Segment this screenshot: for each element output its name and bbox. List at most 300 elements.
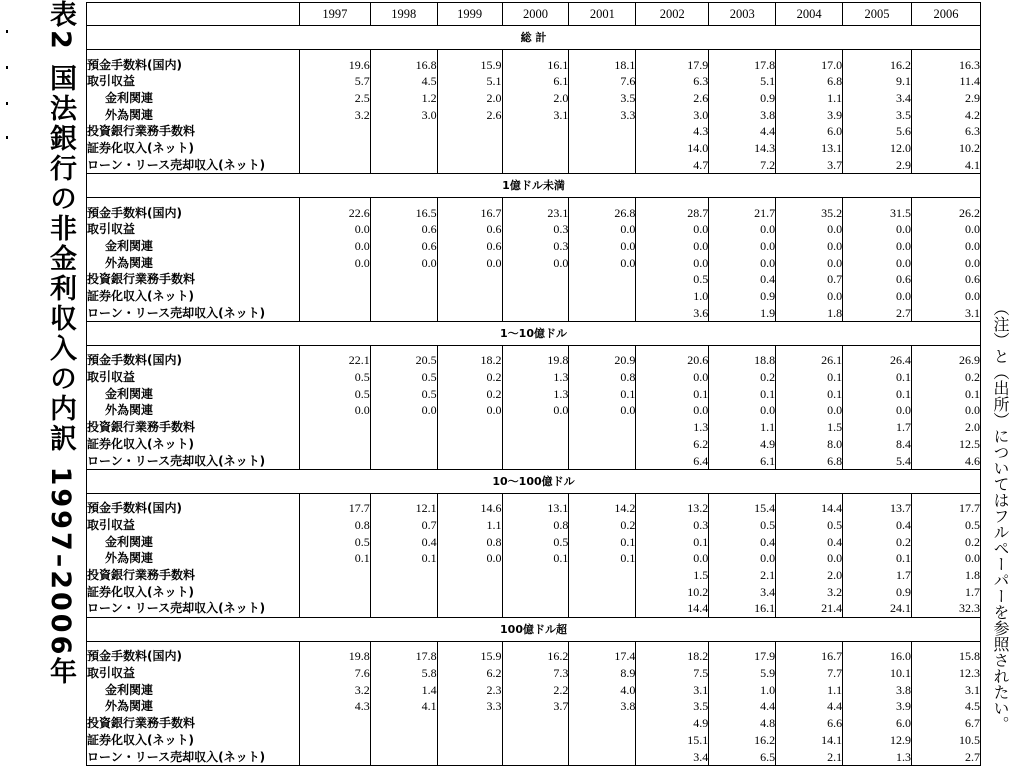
value-cell: 0.7	[776, 271, 843, 288]
spacer-row	[87, 49, 981, 56]
value-cell: 10.2	[911, 140, 980, 157]
value-cell: 0.2	[437, 385, 502, 402]
spacer-cell	[843, 197, 912, 204]
value-cell: 0.4	[709, 271, 776, 288]
value-cell	[370, 419, 437, 436]
row-label: 証券化収入(ネット)	[87, 583, 300, 600]
value-cell: 2.9	[911, 90, 980, 107]
value-cell: 4.4	[709, 123, 776, 140]
value-cell: 0.5	[370, 385, 437, 402]
value-cell: 0.4	[370, 533, 437, 550]
value-cell: 0.0	[636, 254, 709, 271]
value-cell: 2.1	[709, 567, 776, 584]
table-row	[87, 204, 981, 221]
value-cell: 0.0	[911, 238, 980, 255]
value-cell	[569, 123, 636, 140]
value-cell: 3.0	[370, 106, 437, 123]
value-cell: 0.1	[709, 385, 776, 402]
spacer-cell	[87, 493, 300, 500]
value-cell: 5.9	[709, 665, 776, 682]
row-label: 外為関連	[87, 254, 300, 271]
value-cell	[299, 715, 370, 732]
table-row	[87, 90, 981, 107]
value-cell: 16.2	[843, 56, 912, 73]
value-cell	[437, 156, 502, 173]
value-cell: 11.4	[911, 73, 980, 90]
table-row	[87, 567, 981, 584]
value-cell	[437, 288, 502, 305]
value-cell: 0.2	[709, 369, 776, 386]
value-cell	[370, 600, 437, 617]
value-cell: 6.2	[636, 436, 709, 453]
value-cell: 0.0	[569, 254, 636, 271]
value-cell	[437, 271, 502, 288]
value-cell: 0.0	[911, 550, 980, 567]
spacer-cell	[709, 197, 776, 204]
table-row	[87, 385, 981, 402]
spacer-cell	[299, 493, 370, 500]
value-cell: 26.4	[843, 352, 912, 369]
value-cell: 0.0	[636, 238, 709, 255]
table-row	[87, 681, 981, 698]
table-row	[87, 583, 981, 600]
row-label: 預金手数料(国内)	[87, 500, 300, 517]
value-cell: 0.0	[709, 238, 776, 255]
value-cell	[370, 123, 437, 140]
value-cell: 3.1	[911, 681, 980, 698]
value-cell: 0.2	[911, 533, 980, 550]
value-cell	[299, 123, 370, 140]
value-cell: 3.1	[911, 304, 980, 321]
spacer-cell	[569, 49, 636, 56]
value-cell	[299, 288, 370, 305]
value-cell	[502, 123, 569, 140]
value-cell: 12.0	[843, 140, 912, 157]
value-cell: 17.8	[709, 56, 776, 73]
value-cell: 3.5	[843, 106, 912, 123]
value-cell: 3.2	[299, 106, 370, 123]
year-header: 1999	[437, 3, 502, 26]
value-cell: 0.0	[843, 254, 912, 271]
value-cell: 10.5	[911, 731, 980, 748]
value-cell	[299, 452, 370, 469]
value-cell	[370, 583, 437, 600]
value-cell: 0.0	[843, 288, 912, 305]
value-cell: 13.2	[636, 500, 709, 517]
table-row	[87, 288, 981, 305]
value-cell	[370, 748, 437, 765]
row-label: 金利関連	[87, 533, 300, 550]
value-cell	[502, 567, 569, 584]
value-cell: 0.6	[370, 221, 437, 238]
row-label: 投資銀行業務手数料	[87, 567, 300, 584]
value-cell: 18.2	[437, 352, 502, 369]
value-cell: 1.2	[370, 90, 437, 107]
table-row	[87, 352, 981, 369]
value-cell: 1.1	[776, 90, 843, 107]
value-cell: 10.2	[636, 583, 709, 600]
value-cell: 0.1	[843, 369, 912, 386]
value-cell: 6.1	[502, 73, 569, 90]
value-cell: 0.0	[776, 221, 843, 238]
value-cell	[370, 140, 437, 157]
value-cell: 20.6	[636, 352, 709, 369]
spacer-cell	[502, 49, 569, 56]
value-cell: 6.8	[776, 73, 843, 90]
value-cell: 5.6	[843, 123, 912, 140]
table-row	[87, 600, 981, 617]
spacer-cell	[569, 197, 636, 204]
row-label: ローン・リース売却収入(ネット)	[87, 156, 300, 173]
value-cell: 0.5	[299, 533, 370, 550]
value-cell: 4.1	[370, 698, 437, 715]
value-cell: 0.1	[843, 385, 912, 402]
value-cell: 3.2	[299, 681, 370, 698]
row-label: ローン・リース売却収入(ネット)	[87, 748, 300, 765]
year-header: 2002	[636, 3, 709, 26]
value-cell: 17.0	[776, 56, 843, 73]
spacer-cell	[502, 493, 569, 500]
value-cell	[299, 140, 370, 157]
value-cell: 4.9	[709, 436, 776, 453]
value-cell: 0.0	[911, 288, 980, 305]
value-cell: 4.3	[636, 123, 709, 140]
year-header: 2000	[502, 3, 569, 26]
value-cell: 7.2	[709, 156, 776, 173]
value-cell: 26.1	[776, 352, 843, 369]
value-cell: 0.1	[776, 369, 843, 386]
value-cell: 6.4	[636, 452, 709, 469]
value-cell	[502, 715, 569, 732]
value-cell: 17.9	[636, 56, 709, 73]
value-cell: 0.9	[709, 288, 776, 305]
section-header-row	[87, 26, 981, 50]
spacer-row	[87, 641, 981, 648]
row-label: 投資銀行業務手数料	[87, 715, 300, 732]
value-cell: 1.3	[636, 419, 709, 436]
value-cell: 3.6	[636, 304, 709, 321]
value-cell	[437, 748, 502, 765]
value-cell: 0.2	[569, 517, 636, 534]
value-cell: 0.5	[502, 533, 569, 550]
value-cell: 0.1	[299, 550, 370, 567]
row-label: 取引収益	[87, 369, 300, 386]
value-cell: 0.1	[569, 385, 636, 402]
row-label: 証券化収入(ネット)	[87, 288, 300, 305]
table-row	[87, 254, 981, 271]
value-cell: 16.2	[709, 731, 776, 748]
value-cell: 2.6	[437, 106, 502, 123]
value-cell	[437, 600, 502, 617]
value-cell: 3.4	[709, 583, 776, 600]
value-cell: 1.4	[370, 681, 437, 698]
value-cell: 0.0	[911, 254, 980, 271]
table-title-text: 表2 国法銀行の非金利収入の内訳 1997–2006年	[45, 0, 76, 688]
value-cell	[370, 452, 437, 469]
spacer-cell	[843, 641, 912, 648]
value-cell: 18.2	[636, 648, 709, 665]
spacer-row	[87, 197, 981, 204]
value-cell: 4.3	[299, 698, 370, 715]
value-cell	[502, 583, 569, 600]
spacer-cell	[87, 345, 300, 352]
value-cell	[437, 452, 502, 469]
value-cell: 0.1	[776, 385, 843, 402]
spacer-cell	[569, 345, 636, 352]
table-row	[87, 517, 981, 534]
value-cell: 2.5	[299, 90, 370, 107]
value-cell	[370, 304, 437, 321]
value-cell: 1.0	[709, 681, 776, 698]
value-cell	[569, 583, 636, 600]
value-cell: 0.0	[502, 254, 569, 271]
spacer-cell	[709, 345, 776, 352]
value-cell: 0.0	[636, 550, 709, 567]
value-cell: 1.8	[776, 304, 843, 321]
table-row	[87, 500, 981, 517]
value-cell: 5.1	[709, 73, 776, 90]
value-cell	[569, 748, 636, 765]
section-header-row	[87, 321, 981, 345]
value-cell: 6.3	[911, 123, 980, 140]
spacer-cell	[437, 197, 502, 204]
value-cell: 4.0	[569, 681, 636, 698]
value-cell: 26.8	[569, 204, 636, 221]
value-cell: 0.0	[776, 238, 843, 255]
value-cell: 3.4	[636, 748, 709, 765]
margin-marks	[2, 30, 16, 140]
value-cell: 1.8	[911, 567, 980, 584]
section-title: 10〜100億ドル	[87, 469, 981, 493]
spacer-cell	[709, 49, 776, 56]
spacer-cell	[709, 641, 776, 648]
row-label: 預金手数料(国内)	[87, 648, 300, 665]
value-cell: 16.5	[370, 204, 437, 221]
spacer-cell	[370, 641, 437, 648]
value-cell: 26.9	[911, 352, 980, 369]
spacer-cell	[437, 49, 502, 56]
value-cell: 0.0	[299, 254, 370, 271]
value-cell	[370, 715, 437, 732]
value-cell: 0.5	[911, 517, 980, 534]
value-cell: 6.3	[636, 73, 709, 90]
value-cell: 3.7	[776, 156, 843, 173]
value-cell: 12.5	[911, 436, 980, 453]
value-cell: 7.3	[502, 665, 569, 682]
value-cell: 17.7	[299, 500, 370, 517]
value-cell: 3.3	[569, 106, 636, 123]
value-cell: 17.4	[569, 648, 636, 665]
value-cell: 0.5	[709, 517, 776, 534]
value-cell: 0.0	[569, 238, 636, 255]
value-cell: 1.1	[776, 681, 843, 698]
value-cell: 3.9	[776, 106, 843, 123]
year-header: 1997	[299, 3, 370, 26]
value-cell: 2.7	[843, 304, 912, 321]
value-cell	[437, 419, 502, 436]
table-row	[87, 715, 981, 732]
value-cell: 0.6	[437, 221, 502, 238]
value-cell	[502, 600, 569, 617]
section-title: 総 計	[87, 26, 981, 50]
value-cell: 1.7	[843, 419, 912, 436]
value-cell	[569, 567, 636, 584]
spacer-cell	[437, 641, 502, 648]
spacer-cell	[709, 493, 776, 500]
value-cell: 2.9	[843, 156, 912, 173]
value-cell	[299, 156, 370, 173]
value-cell: 0.1	[502, 550, 569, 567]
value-cell	[569, 156, 636, 173]
table-row	[87, 436, 981, 453]
value-cell: 0.0	[843, 402, 912, 419]
spacer-cell	[911, 641, 980, 648]
spacer-cell	[437, 493, 502, 500]
value-cell: 13.1	[776, 140, 843, 157]
value-cell: 1.0	[636, 288, 709, 305]
value-cell: 0.0	[911, 221, 980, 238]
value-cell: 6.8	[776, 452, 843, 469]
value-cell: 1.5	[636, 567, 709, 584]
value-cell	[437, 731, 502, 748]
value-cell	[569, 731, 636, 748]
value-cell: 1.1	[709, 419, 776, 436]
value-cell: 0.0	[843, 221, 912, 238]
spacer-cell	[299, 49, 370, 56]
value-cell: 0.6	[437, 238, 502, 255]
table-row	[87, 56, 981, 73]
spacer-cell	[370, 197, 437, 204]
row-label: 証券化収入(ネット)	[87, 731, 300, 748]
value-cell	[299, 567, 370, 584]
row-label: 預金手数料(国内)	[87, 56, 300, 73]
value-cell: 23.1	[502, 204, 569, 221]
row-label: 預金手数料(国内)	[87, 352, 300, 369]
section-title: 1〜10億ドル	[87, 321, 981, 345]
value-cell: 0.0	[299, 402, 370, 419]
value-cell: 12.1	[370, 500, 437, 517]
value-cell: 2.0	[911, 419, 980, 436]
value-cell	[299, 583, 370, 600]
value-cell: 4.5	[370, 73, 437, 90]
value-cell: 15.1	[636, 731, 709, 748]
table-row	[87, 221, 981, 238]
value-cell: 0.8	[437, 533, 502, 550]
value-cell: 2.1	[776, 748, 843, 765]
table-row	[87, 140, 981, 157]
value-cell: 4.7	[636, 156, 709, 173]
header-blank	[87, 3, 300, 26]
value-cell: 14.2	[569, 500, 636, 517]
value-cell	[370, 567, 437, 584]
row-label: 金利関連	[87, 385, 300, 402]
row-label: ローン・リース売却収入(ネット)	[87, 304, 300, 321]
value-cell: 12.3	[911, 665, 980, 682]
value-cell: 0.8	[502, 517, 569, 534]
value-cell: 0.0	[437, 402, 502, 419]
value-cell: 3.0	[636, 106, 709, 123]
value-cell: 0.0	[636, 402, 709, 419]
value-cell: 4.8	[709, 715, 776, 732]
spacer-cell	[911, 493, 980, 500]
value-cell: 0.9	[843, 583, 912, 600]
value-cell: 0.3	[636, 517, 709, 534]
table-row	[87, 369, 981, 386]
year-header: 2006	[911, 3, 980, 26]
table-row	[87, 748, 981, 765]
value-cell: 16.0	[843, 648, 912, 665]
value-cell: 0.1	[636, 533, 709, 550]
spacer-cell	[299, 641, 370, 648]
value-cell: 15.9	[437, 648, 502, 665]
value-cell: 22.1	[299, 352, 370, 369]
value-cell: 18.1	[569, 56, 636, 73]
spacer-cell	[636, 493, 709, 500]
value-cell: 1.7	[843, 567, 912, 584]
value-cell: 0.4	[776, 533, 843, 550]
value-cell: 1.1	[437, 517, 502, 534]
value-cell: 0.0	[776, 288, 843, 305]
value-cell: 6.1	[709, 452, 776, 469]
row-label: 金利関連	[87, 681, 300, 698]
row-label: 投資銀行業務手数料	[87, 271, 300, 288]
table-row	[87, 402, 981, 419]
year-header: 2005	[843, 3, 912, 26]
spacer-cell	[636, 197, 709, 204]
value-cell	[437, 583, 502, 600]
value-cell: 0.1	[843, 550, 912, 567]
value-cell: 3.5	[636, 698, 709, 715]
value-cell: 7.6	[569, 73, 636, 90]
value-cell: 6.7	[911, 715, 980, 732]
value-cell	[502, 436, 569, 453]
value-cell	[502, 731, 569, 748]
value-cell: 0.0	[843, 238, 912, 255]
value-cell: 0.0	[636, 221, 709, 238]
table-row	[87, 533, 981, 550]
value-cell: 13.7	[843, 500, 912, 517]
value-cell: 0.0	[370, 254, 437, 271]
value-cell: 15.9	[437, 56, 502, 73]
value-cell: 6.6	[776, 715, 843, 732]
value-cell	[569, 600, 636, 617]
spacer-cell	[370, 345, 437, 352]
value-cell: 0.6	[370, 238, 437, 255]
value-cell: 14.3	[709, 140, 776, 157]
value-cell: 15.4	[709, 500, 776, 517]
value-cell	[569, 271, 636, 288]
value-cell: 0.0	[299, 238, 370, 255]
value-cell: 1.3	[502, 385, 569, 402]
value-cell: 0.4	[843, 517, 912, 534]
value-cell: 0.0	[502, 402, 569, 419]
value-cell: 0.2	[437, 369, 502, 386]
value-cell: 8.0	[776, 436, 843, 453]
value-cell	[299, 419, 370, 436]
year-header-row	[87, 3, 981, 26]
value-cell: 0.0	[569, 402, 636, 419]
value-cell	[569, 436, 636, 453]
value-cell: 16.7	[437, 204, 502, 221]
spacer-cell	[569, 493, 636, 500]
spacer-cell	[636, 345, 709, 352]
value-cell: 0.0	[569, 221, 636, 238]
table-row	[87, 271, 981, 288]
value-cell: 0.1	[370, 550, 437, 567]
value-cell: 0.5	[636, 271, 709, 288]
spacer-cell	[437, 345, 502, 352]
value-cell: 0.6	[843, 271, 912, 288]
